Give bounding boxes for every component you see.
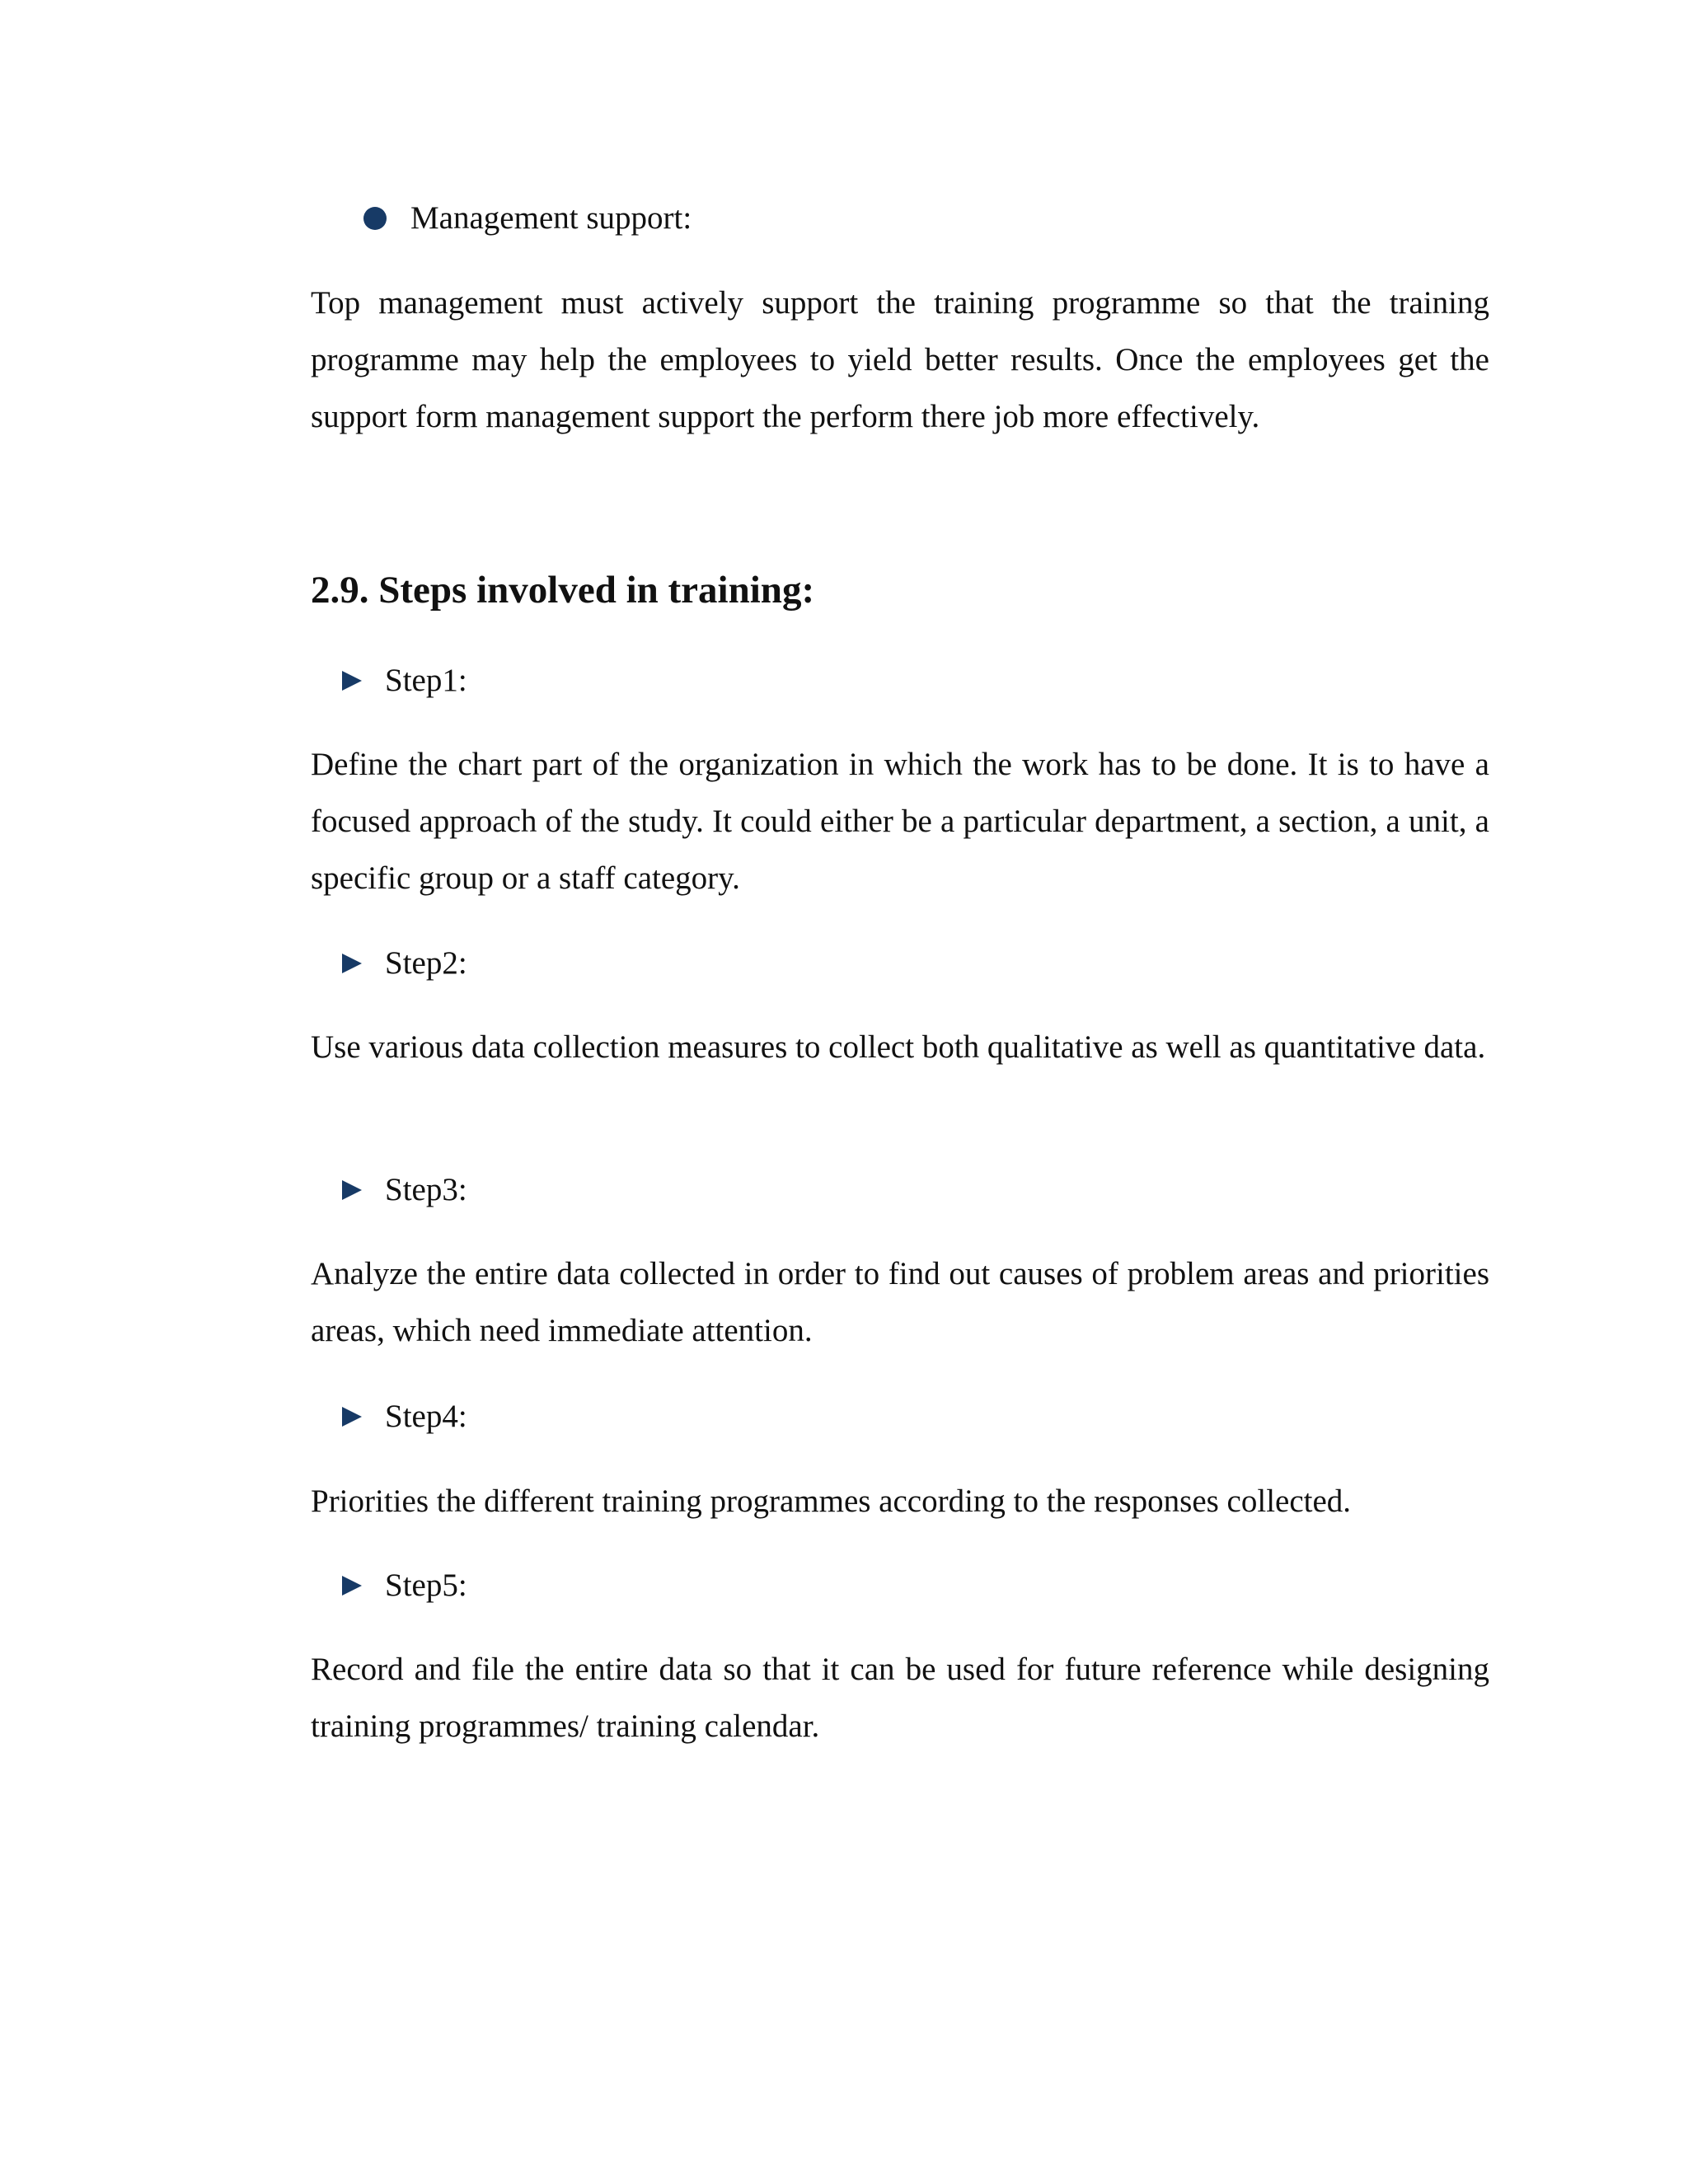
round-bullet-icon (363, 207, 387, 230)
step-label: Step4: (385, 1399, 467, 1434)
step-label: Step1: (385, 663, 467, 698)
section-heading: 2.9. Steps involved in training: (311, 569, 815, 612)
triangle-bullet-icon (342, 1576, 362, 1596)
triangle-bullet-icon (342, 671, 362, 691)
triangle-bullet-icon (342, 954, 362, 973)
management-support-paragraph: Top management must actively support the training programme so that the training programme may help the employees to yield better results. Once the employees get the support form management support the perform there job more effectively. (311, 285, 1489, 434)
step-label: Step3: (385, 1172, 467, 1207)
step-paragraph: Define the chart part of the organization in which the work has to be done. It is to have a focused approach of the study. It could either be a particular department, a section, a unit, a specific group or a staff category. (311, 747, 1489, 896)
step-paragraph: Priorities the different training programmes according to the responses collected. (311, 1483, 1352, 1519)
step-paragraph: Record and file the entire data so that it can be used for future reference while designing training programmes/ training calendar. (311, 1652, 1489, 1744)
triangle-bullet-icon (342, 1407, 362, 1427)
management-support-label: Management support: (410, 200, 692, 236)
step-paragraph: Analyze the entire data collected in order to find out causes of problem areas and priorities areas, which need immediate attention. (311, 1256, 1489, 1348)
step-paragraph: Use various data collection measures to collect both qualitative as well as quantitative data. (311, 1029, 1486, 1065)
step-label: Step5: (385, 1568, 467, 1603)
step-label: Step2: (385, 945, 467, 981)
triangle-bullet-icon (342, 1180, 362, 1200)
